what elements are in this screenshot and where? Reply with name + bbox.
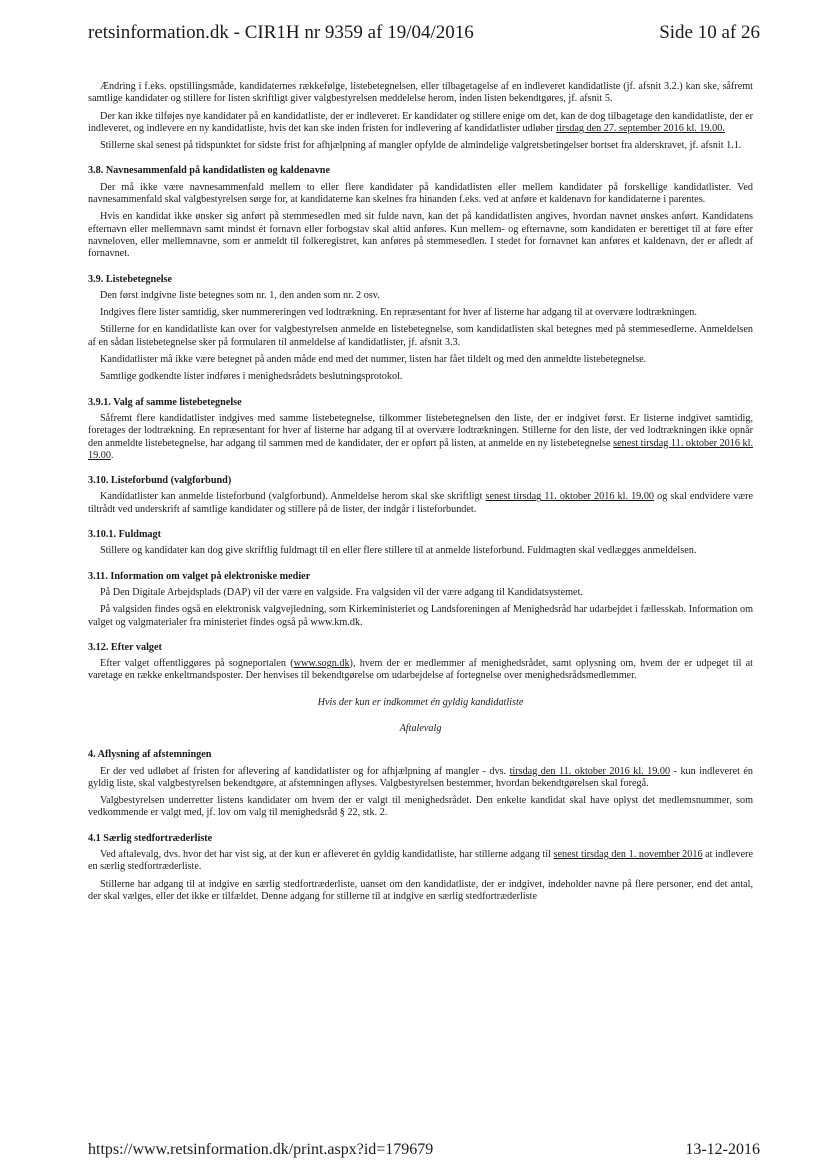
section-heading-3-12: 3.12. Efter valget [88, 641, 162, 653]
paragraph [88, 111, 753, 136]
paragraph: På Den Digitale Arbejdsplads (DAP) vil der være en valgside. Fra valgsiden vil der være adgang til Kandidatsystemet. [100, 586, 583, 598]
paragraph [88, 491, 753, 516]
paragraph-text: Kandidatlister kan anmelde listeforbund (valgforbund). Anmeldelse herom skal ske skriftligt [100, 491, 483, 503]
section-heading-3-8: 3.8. Navnesammenfald på kandidatlisten og kaldenavne [88, 165, 330, 177]
paragraph-text: Der kan ikke tilføjes nye kandidater på en kandidatliste, der er indleveret. Er kandidater og stillere enige om det, kan de dog tilbagetage den kandidatliste, der er indleveret, og indlevere en ny kandidatliste, hvis det kan ske inden fristen for indlevering af kandidatlister udløber [88, 110, 753, 134]
section-heading-3-10-1: 3.10.1. Fuldmagt [88, 529, 162, 541]
paragraph: Stillere og kandidater kan dog give skriftlig fuldmagt til en eller flere stillere til at anmelde listeforbund. Fuldmagten skal vedlægges anmeldelsen. [100, 545, 697, 557]
paragraph [88, 849, 753, 874]
section-heading-4-1: 4.1 Særlig stedfortræderliste [88, 832, 213, 844]
deadline-text: senest tirsdag 11. oktober 2016 kl. 19.00 [88, 437, 754, 461]
paragraph [88, 766, 753, 791]
paragraph: På valgsiden findes også en elektronisk valgvejledning, som Kirkeministeriet og Landsforeningen af Menighedsråd har udarbejdet i fællesskab. Information om valget og valgmaterialer fra ministeriet findes også på www.km.dk. [88, 604, 753, 628]
section-heading-3-9-1: 3.9.1. Valg af samme listebetegnelse [88, 396, 242, 408]
deadline-text: tirsdag den 11. oktober 2016 kl. 19.00 [509, 765, 671, 777]
document-body [88, 81, 753, 908]
paragraph: Valgbestyrelsen underretter listens kandidater om hvem der er valgt til menighedsrådet. Den enkelte kandidat skal have oplyst det medlemsnummer, som vedkommende er valgt med, jf. lov om valg til menighedsråd § 22, stk. 2. [88, 795, 753, 819]
paragraph-text: og skal endvidere være tiltrådt ved underskrift af samtlige kandidater og stillere på de lister, der indgår i listeforbundet. [88, 491, 753, 515]
paragraph: Den først indgivne liste betegnes som nr. 1, den anden som nr. 2 osv. [100, 289, 380, 301]
paragraph: Stillerne skal senest på tidspunktet for sidste frist for afhjælpning af mangler opfylde de almindelige valgretsbetingelser bortset fra alderskravet, jf. afsnit 1.1. [100, 140, 742, 152]
page-footer [88, 1141, 760, 1165]
paragraph: Ændring i f.eks. opstillingsmåde, kandidaternes rækkefølge, listebetegnelsen, eller tilbagetagelse af en indleveret kandidatliste (jf. afsnit 3.2.) kan ske, såfremt samtlige kandidater og stillere for listen skriftligt giver valgbestyrelsen meddelelse herom, inden listen bekendtgøres, jf. afsnit 5. [88, 81, 753, 105]
footer-url: https://www.retsinformation.dk/print.aspx?id=179679 [88, 1141, 434, 1158]
paragraph: Stillerne har adgang til at indgive en særlig stedfortræderliste, uanset om den kandidatliste, der er indgivet, indeholder navne på flere personer, end det antal, der skal vælges, eller det ikke er tilfældet. Denne adgang for stillerne til at indgive en særlig stedfortræderliste [88, 878, 753, 902]
paragraph-text: Er der ved udløbet af fristen for aflevering af kandidatlister og for afhjælpning af mangler - dvs. [100, 765, 507, 777]
centered-caption: Aftalevalg [399, 722, 442, 734]
page-header [88, 22, 760, 56]
deadline-text: tirsdag den 27. september 2016 kl. 19.00. [556, 122, 725, 134]
paragraph-text: Ved aftalevalg, dvs. hvor det har vist sig, at der kun er afleveret én gyldig kandidatliste, har stillerne adgang til [100, 849, 551, 861]
paragraph: Indgives flere lister samtidig, sker nummereringen ved lodtrækning. En repræsentant for hver af listerne har adgang til at overvære lodtrækningen. [100, 307, 697, 319]
document-title: retsinformation.dk - CIR1H nr 9359 af 19/04/2016 [88, 22, 474, 43]
paragraph [88, 658, 753, 683]
footer-date: 13-12-2016 [685, 1141, 760, 1158]
paragraph: Såfremt flere kandidatlister indgives med samme listebetegnelse, tilkommer listebetegnelsen den liste, der er indgivet først. Er listerne indgivet samtidig, foretages der lodtrækning. En repræsentant for hver af listerne har adgang til at overvære lodtrækningen. Stillerne for den liste, der ved lodtrækningen ikke opnår den anmeldte listebetegnelse, har adgang til sammen med de kandidater, der er opført på listen, at anmelde en ny listebetegnelse senest tirsdag 11. oktober 2016 kl. 19.00. [88, 412, 754, 461]
paragraph-text: Såfremt flere kandidatlister indgives med samme listebetegnelse, tilkommer listebetegnelsen den liste, der er indgivet først. Er listerne indgivet samtidig, foretages der lodtrækning. En repræsentant for hver af listerne har adgang til at overvære lodtrækningen. Stillerne for den liste, der ved lodtrækningen ikke opnår den anmeldte listebetegnelse, har adgang til sammen med de kandidater, der er opført på listen, at anmelde en ny listebetegnelse [88, 412, 753, 449]
deadline-text: senest tirsdag 11. oktober 2016 kl. 19.00 [485, 491, 655, 503]
section-heading-3-9: 3.9. Listebetegnelse [88, 273, 173, 285]
sogn-link[interactable]: www.sogn.dk [293, 658, 350, 670]
section-heading-3-11: 3.11. Information om valget på elektroniske medier [88, 570, 311, 582]
paragraph: Stillerne for en kandidatliste kan over for valgbestyrelsen anmelde en listebetegnelse, som kandidatlisten skal betegnes med på stemmesedlerne. Anmeldelsen af en sådan listebetegnelse sker på formularen til anmeldelse af kandidatlister, jf. afsnit 3.3. [88, 324, 753, 348]
paragraph: Hvis en kandidat ikke ønsker sig anført på stemmesedlen med sit fulde navn, kan det på kandidatlisten angives, hvordan navnet ønskes anført. Kandidatens efternavn eller mellemnavn samt mindst ét fornavn eller forbogstav skal altid anføres. Kun mellem- og efternavne, som kandidaten er berettiget til at føre efter navneloven, eller mellemnavne, som er anmeldt til folkeregistret, kan anføres på stemmesedlen. I stedet for fornavnet kan anføres et kaldenavn, der er afledt af fornavnet. [88, 211, 753, 260]
paragraph-text: - kun indleveret én gyldig liste, skal valgbestyrelsen bekendtgøre, at afstemningen aflyses. Valgbestyrelsen bestemmer, hvordan bekendtgørelsen skal foregå. [88, 765, 754, 789]
paragraph: Kandidatlister må ikke være betegnet på anden måde end med det nummer, listen har fået tildelt og med den anmeldte listebetegnelse. [100, 354, 647, 366]
paragraph: Samtlige godkendte lister indføres i menighedsrådets beslutningsprotokol. [100, 371, 403, 383]
page-number: Side 10 af 26 [659, 22, 760, 43]
paragraph-text: Efter valget offentliggøres på sogneportalen ( [100, 658, 294, 670]
section-heading-4: 4. Aflysning af afstemningen [88, 749, 212, 761]
paragraph-text: ), hvem der er medlemmer af menighedsrådet, samt oplysning om, hvem der er udpeget til at varetage en række enkeltmandsposter. Der henvises til bekendtgørelse om udarbejdelse af fortegnelse over menighedsrådsmedlemmer. [88, 658, 753, 682]
centered-caption: Hvis der kun er indkommet én gyldig kandidatliste [317, 696, 524, 708]
paragraph-text: at indlevere en særlig stedfortræderliste. [88, 849, 753, 873]
section-heading-3-10: 3.10. Listeforbund (valgforbund) [88, 475, 232, 487]
paragraph: Der må ikke være navnesammenfald mellem to eller flere kandidater på kandidatlisten eller mellem kandidater på forskellige kandidatlister. Ved navnesammenfald skal valgbestyrelsen sørge for, at kandidaterne kan skelnes fra hinanden f.eks. ved at anføre et kaldenavn for kandidaterne i parentes. [88, 181, 753, 206]
deadline-text: senest tirsdag den 1. november 2016 [553, 849, 703, 861]
